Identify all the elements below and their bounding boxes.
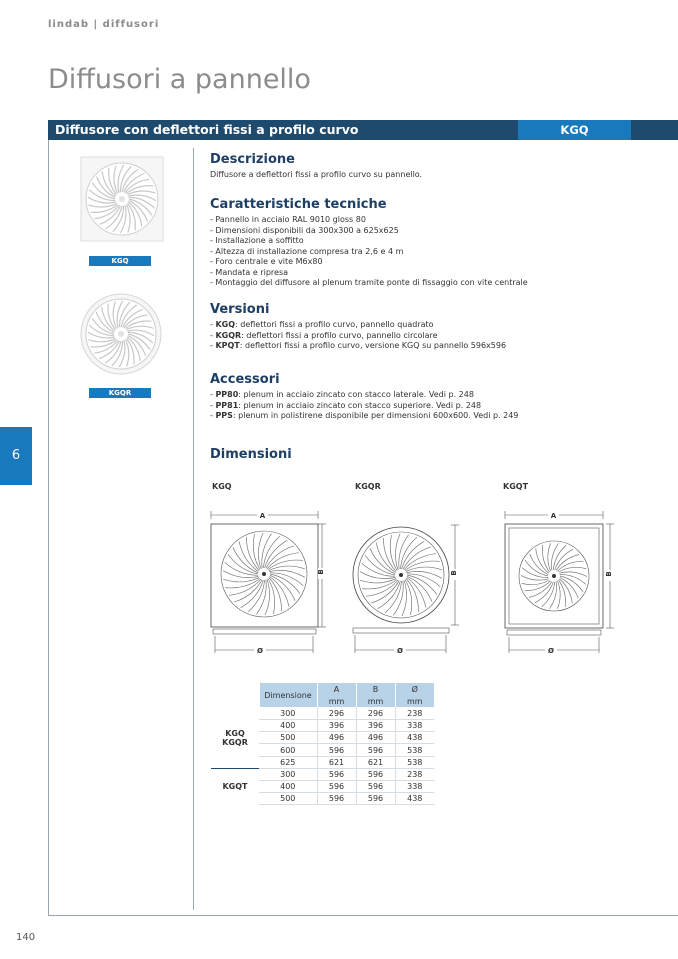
dim-d-label: Ø — [397, 647, 403, 655]
dimensioni-heading: Dimensioni — [210, 447, 292, 462]
page-title: Diffusori a pannello — [48, 64, 311, 95]
square-diffuser-image — [80, 156, 164, 242]
dim-b-label: B — [605, 571, 613, 577]
product-header-bar — [48, 120, 678, 140]
descrizione-heading: Descrizione — [210, 152, 295, 167]
table-row: 600 596 596 538 — [211, 744, 434, 756]
column-divider — [193, 148, 194, 910]
dim-b-label: B — [317, 569, 325, 575]
versione-item: - KPQT: deflettori fissi a profilo curvo, versione KGQ su pannello 596x596 — [210, 341, 507, 350]
drawing-label-kgq: KGQ — [212, 482, 232, 491]
unit-header: mm — [395, 695, 434, 707]
col-header-dimensione: Dimensione — [259, 683, 317, 707]
kgqr-technical-drawing — [348, 505, 473, 664]
col-header-a: A — [317, 683, 356, 695]
chapter-tab: 6 — [0, 427, 32, 485]
frame-bottom-line — [48, 915, 678, 916]
dimensions-table — [211, 683, 434, 805]
versioni-section — [210, 302, 506, 352]
col-header-d: Ø — [395, 683, 434, 695]
descrizione-text: Diffusore a deflettori fissi a profilo curvo su pannello. — [210, 170, 423, 179]
versione-item: - KGQR: deflettori fissi a profilo curvo, pannello circolare — [210, 330, 438, 340]
dim-a-label: A — [259, 512, 266, 520]
descrizione-section — [210, 152, 422, 181]
accessorio-item: - PPS: plenum in polistirene disponibile per dimensioni 600x600. Vedi p. 249 — [210, 411, 519, 420]
table-row: 400 596 596 338 — [211, 781, 434, 793]
kgqr-image-label: KGQR — [89, 388, 151, 398]
kgq-image-label: KGQ — [89, 256, 151, 266]
table-row: 625 621 621 538 — [211, 756, 434, 768]
unit-header: mm — [356, 695, 395, 707]
caratteristica-item: - Pannello in acciaio RAL 9010 gloss 80 — [210, 215, 366, 224]
caratteristica-item: - Dimensioni disponibili da 300x300 a 625x625 — [210, 225, 399, 235]
caratteristica-item: - Altezza di installazione compresa tra 2,6 e 4 m — [210, 246, 404, 256]
group-label-kgqt: KGQT — [211, 768, 259, 805]
brand-header: lindab | diffusori — [48, 19, 160, 30]
product-code-badge: KGQ — [518, 120, 631, 140]
product-title: Diffusore con deflettori fissi a profilo curvo — [55, 122, 359, 137]
kgq-product-image — [80, 156, 164, 246]
accessorio-item: - PP80: plenum in acciaio zincato con stacco laterale. Vedi p. 248 — [210, 390, 474, 399]
caratteristica-item: - Installazione a soffitto — [210, 236, 304, 245]
round-diffuser-image — [80, 293, 162, 375]
versione-item: - KGQ: deflettori fissi a profilo curvo, pannello quadrato — [210, 320, 434, 329]
caratteristica-item: - Montaggio del diffusore al plenum tramite ponte di fissaggio con vite centrale — [210, 278, 528, 287]
page-number: 140 — [16, 932, 36, 943]
table-row: 500 496 496 438 — [211, 732, 434, 744]
kgqt-technical-drawing — [500, 505, 625, 664]
group-label-kgq-kgqr: KGQ KGQR — [222, 728, 248, 747]
caratteristica-item: - Mandata e ripresa — [210, 267, 289, 277]
table-row: KGQ KGQR 300 296 296 238 — [211, 707, 434, 719]
accessori-section — [210, 372, 518, 422]
dim-b-label: B — [450, 570, 458, 576]
frame-left-line — [48, 140, 49, 916]
col-header-b: B — [356, 683, 395, 695]
kgq-technical-drawing — [205, 505, 330, 664]
caratteristiche-section — [210, 197, 528, 289]
dim-d-label: Ø — [257, 647, 263, 655]
caratteristica-item: - Foro centrale e vite M6x80 — [210, 257, 323, 266]
unit-header: mm — [317, 695, 356, 707]
dim-d-label: Ø — [548, 647, 554, 655]
accessorio-item: - PP81: plenum in acciaio zincato con stacco superiore. Vedi p. 248 — [210, 400, 482, 410]
table-row: 500 596 596 438 — [211, 793, 434, 805]
table-row: KGQT 300 596 596 238 — [211, 768, 434, 780]
drawing-label-kgqt: KGQT — [503, 482, 529, 491]
kgqr-product-image — [80, 293, 162, 379]
accessori-heading: Accessori — [210, 372, 280, 387]
table-row: 400 396 396 338 — [211, 720, 434, 732]
caratteristiche-heading: Caratteristiche tecniche — [210, 197, 387, 212]
drawing-label-kgqr: KGQR — [355, 482, 381, 491]
dim-a-label: A — [550, 512, 557, 520]
versioni-heading: Versioni — [210, 302, 270, 317]
